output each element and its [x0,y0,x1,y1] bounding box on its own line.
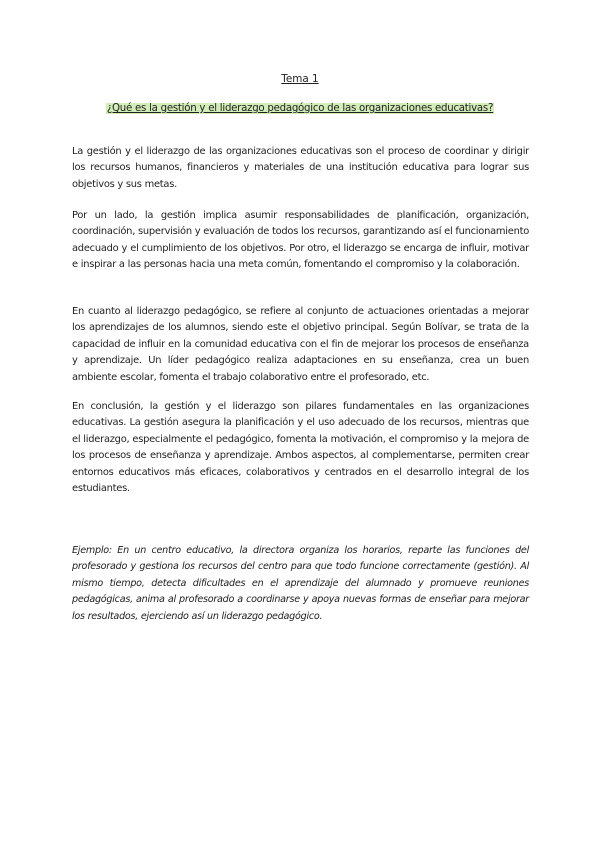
paragraph-gestion-liderazgo: Por un lado, la gestión implica asumir responsabilidades de planificación, organización, coordinación, supervisión y evaluación de todos los recursos, garantizando así el funcionamiento adecuado y el cumplimiento de los objetivos. Por otro, el liderazgo se encarga de influir, motivar e inspirar a las personas hacia una meta común, fomentando el compromiso y la colaboración. [72,209,529,271]
example-paragraph: Ejemplo: En un centro educativo, la directora organiza los horarios, reparte las funciones del profesorado y gestiona los recursos del centro para que todo funcione correctamente (gestión). Al mismo tiempo, detecta dificultades en el aprendizaje del alumnado y promueve reuniones pedagógicas, anima al profesorado a coordinarse y apoya nuevas formas de enseñar para mejorar los resultados, ejerciendo así un liderazgo pedagógico. [72,544,529,622]
title-text: Tema 1 [281,73,319,85]
paragraph-liderazgo-pedagogico: En cuanto al liderazgo pedagógico, se refiere al conjunto de actuaciones orientadas a mejorar los aprendizajes de los alumnos, siendo este el objetivo principal. Según Bolívar, se trata de la capacidad de influir en la comunidad educativa con el fin de mejorar los procesos de enseñanza y aprendizaje. Un líder pedagógico realiza adaptaciones en su enseñanza, crea un buen ambiente escolar, fomenta el trabajo colaborativo entre el profesorado, etc. [72,305,529,383]
highlighted-subtitle: ¿Qué es la gestión y el liderazgo pedagógico de las organizaciones educativas? [106,103,494,114]
page-title [0,73,600,85]
subtitle-question [60,103,540,114]
paragraph-conclusion: En conclusión, la gestión y el liderazgo son pilares fundamentales en las organizaciones educativas. La gestión asegura la planificación y el uso adecuado de los recursos, mientras que el liderazgo, especialmente el pedagógico, fomenta la motivación, el compromiso y la mejora de los procesos de enseñanza y aprendizaje. Ambos aspectos, al complementarse, permiten crear entornos educativos más eficaces, colaborativos y centrados en el desarrollo integral de los estudiantes. [72,400,529,495]
paragraph-intro: La gestión y el liderazgo de las organizaciones educativas son el proceso de coordinar y dirigir los recursos humanos, financieros y materiales de una institución educativa para lograr sus objetivos y sus metas. [72,145,529,190]
